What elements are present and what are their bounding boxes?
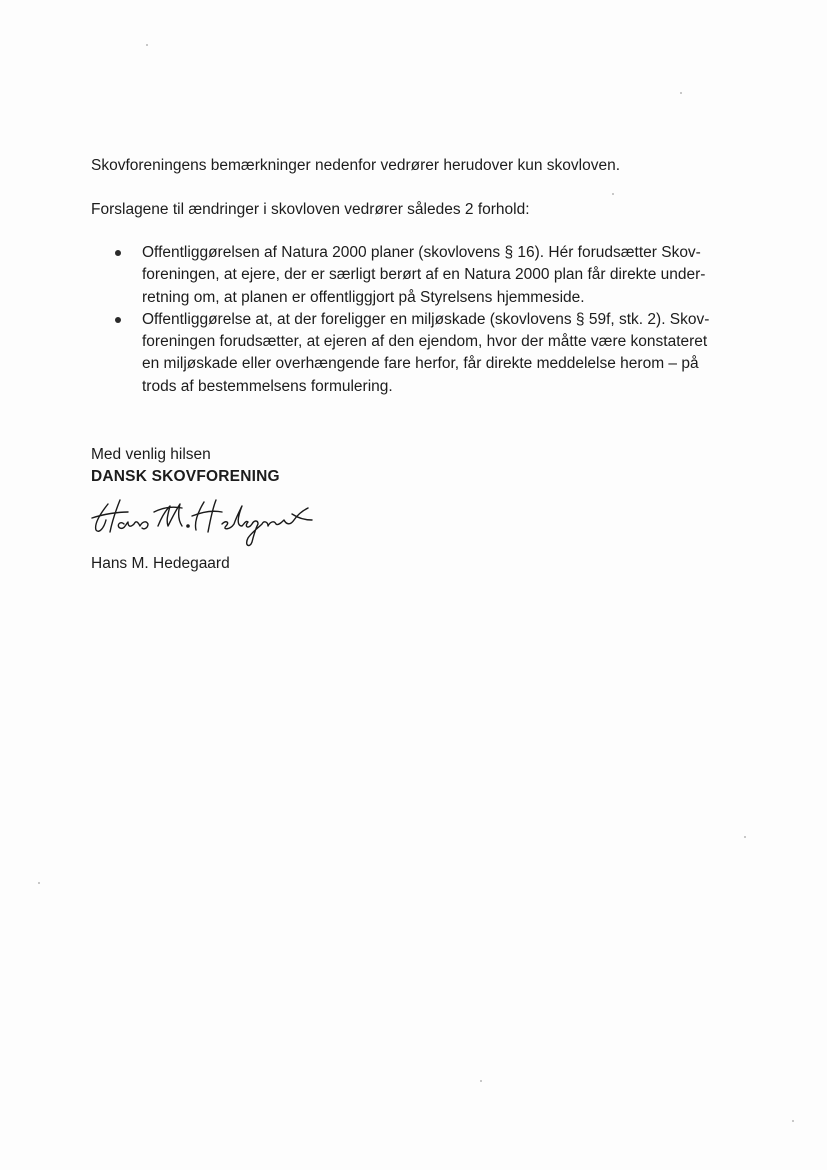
scan-speck: [480, 1080, 482, 1082]
bullet-line: en miljøskade eller overhængende fare herfor, får direkte meddelelse herom – på: [142, 355, 699, 373]
bullet-icon: [115, 250, 121, 256]
scan-speck: [792, 1120, 794, 1122]
signer-name: Hans M. Hedegaard: [91, 555, 230, 572]
bullet-line: trods af bestemmelsens formulering.: [142, 377, 393, 395]
paragraph-proposals: Forslagene til ændringer i skovloven vedrører således 2 forhold:: [91, 201, 530, 218]
bullet-line: foreningen, at ejere, der er særligt berørt af en Natura 2000 plan får direkte under-: [142, 266, 706, 284]
closing-greeting: Med venlig hilsen: [91, 446, 211, 463]
scan-speck: [680, 92, 682, 94]
bullet-line: retning om, at planen er offentliggjort på Styrelsens hjemmeside.: [142, 288, 585, 306]
bullet-line: foreningen forudsætter, at ejeren af den ejendom, hvor der måtte være konstateret: [142, 333, 708, 351]
scan-speck: [612, 193, 614, 195]
paragraph-scope: Skovforeningens bemærkninger nedenfor vedrører herudover kun skovloven.: [91, 157, 621, 174]
organization-name: DANSK SKOVFORENING: [91, 468, 280, 485]
bullet-icon: [115, 317, 121, 323]
handwritten-signature: [86, 490, 326, 550]
bullet-item-natura-2000: [112, 242, 752, 309]
scan-speck: [744, 836, 746, 838]
bullet-list: [112, 242, 752, 398]
bullet-item-miljoskade: [112, 309, 752, 398]
scan-speck: [146, 44, 148, 46]
bullet-line: Offentliggørelse at, at der foreligger en miljøskade (skovlovens § 59f, stk. 2). Skov-: [142, 310, 710, 328]
bullet-line: Offentliggørelsen af Natura 2000 planer (skovlovens § 16). Hér forudsætter Skov-: [142, 244, 701, 261]
scan-speck: [38, 882, 40, 884]
